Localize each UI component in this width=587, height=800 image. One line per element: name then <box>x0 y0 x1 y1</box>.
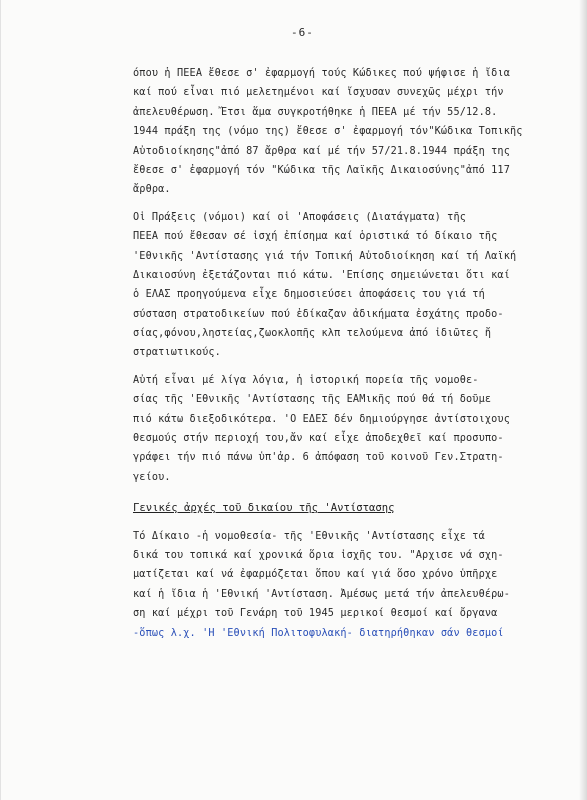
text-line: στρατιωτικούς. <box>133 347 221 359</box>
text-line: ὁ ΕΛΑΣ προηγούμενα εἶχε δημοσιεύσει ἀποφάσεις του γιά τή <box>133 289 485 301</box>
text-line: όπου ἡ ΠΕΕΑ ἔθεσε σ' ἐφαρμογή τούς Κώδικες πού ψήφισε ἡ ἴδια <box>133 68 511 79</box>
text-line: δικά του τοπικά καί χρονικά ὅρια ἰσχῆς του. "Αρχισε νά σχη- <box>133 549 504 561</box>
page-edge-shadow <box>579 0 587 800</box>
text-line: ΠΕΕΑ πού ἔθεσαν σέ ἰσχή ἐπίσημα καί ὁριστικά τό δίκαιο τῆς <box>133 231 498 243</box>
text-line: Αὐτοδιοίκησης"ἀπό 87 ἄρθρα καί μέ τήν 57/21.8.1944 πράξη της <box>133 145 511 157</box>
document-body <box>133 64 573 643</box>
text-line: σίας τῆς 'Εθνικῆς 'Αντίστασης τῆς ΕΑΜικῆς πού θά τή δοῦμε <box>133 394 492 406</box>
text-line: πιό κάτω διεξοδικότερα. 'Ο ΕΔΕΣ δέν δημιούργησε ἀντίστοιχους <box>133 413 511 425</box>
text-line: -ὅπως λ.χ. 'Η 'Εθνική Πολιτοφυλακή- διατηρήθηκαν σάν θεσμοί <box>133 627 504 639</box>
paragraph-3 <box>133 371 573 487</box>
text-line: γράφει τήν πιό πάνω ὑπ'ἀρ. 6 ἀπόφαση τοῦ κοινοῦ Γεν.Στρατη- <box>133 452 504 464</box>
text-line: ἔθεσε σ' ἐφαρμογή τόν "Κώδικα τῆς Λαϊκῆς Δικαιοσύνης"ἀπό 117 <box>133 164 511 176</box>
text-line: θεσμούς στήν περιοχή του,ἄν καί εἶχε ἀποδεχθεῖ καί προσυπο- <box>133 433 504 445</box>
text-line: ἄρθρα. <box>133 184 171 196</box>
paragraph-2 <box>133 208 573 363</box>
text-line: σύσταση στρατοδικείων πού ἐδίκαζαν ἀδικήματα ἐσχάτης προδο- <box>133 308 504 320</box>
text-line: ματίζεται καί νά ἐφαρμόζεται ὅπου καί γιά ὅσο χρόνο ὑπῆρχε <box>133 569 498 581</box>
paragraph-spacer <box>133 519 573 527</box>
text-line: Οἱ Πράξεις (νόμοι) καί οἱ 'Αποφάσεις (Διατάγματα) τῆς <box>133 211 467 223</box>
text-line: καί ἡ ἴδια ἡ 'Εθνική 'Αντίσταση. Ἀμέσως μετά τήν ἀπελευθέρω- <box>133 588 511 600</box>
text-line: σίας,φόνου,ληστείας,ζωοκλοπῆς κλπ τελούμενα ἀπό ἰδιῶτες ἤ <box>133 328 492 340</box>
paragraph-spacer <box>133 363 573 371</box>
text-line: Τό Δίκαιο -ἡ νομοθεσία- τῆς 'Εθνικῆς 'Αντίστασης εἶχε τά <box>133 530 485 542</box>
text-line: ἀπελευθέρωση. Ἔτσι ἅμα συγκροτήθηκε ἡ ΠΕΕΑ μέ τήν 55/12.8. <box>133 106 498 118</box>
text-line: γείου. <box>133 471 171 483</box>
section-heading: Γενικές ἀρχές τοῦ δικαίου τῆς 'Αντίστασης <box>133 502 395 515</box>
paragraph-1 <box>133 64 573 200</box>
text-line: 1944 πράξη της (νόμο της) ἔθεσε σ' ἐφαρμογή τόν"Κώδικα Τοπικῆς <box>133 126 523 138</box>
text-line: 'Εθνικῆς 'Αντίστασης γιά τήν Τοπική Αὐτοδιοίκηση καί τή Λαϊκή <box>133 250 517 262</box>
heading-spacer <box>133 487 573 499</box>
text-line: Δικαιοσύνη ἐξετάζονται πιό κάτω. 'Επίσης σημειώνεται ὅτι καί <box>133 269 511 281</box>
page-number: -6- <box>291 26 314 39</box>
paragraph-4 <box>133 527 573 643</box>
text-line: καί πού εἶναι πιό μελετημένοι καί ἴσχυσαν συνεχῶς μέχρι τήν <box>133 87 504 99</box>
text-line: ση καί μέχρι τοῦ Γενάρη τοῦ 1945 μερικοί θεσμοί καί ὄργανα <box>133 608 498 620</box>
paragraph-spacer <box>133 200 573 208</box>
text-line: Αὐτή εἶναι μέ λίγα λόγια, ἡ ἱστορική πορεία τῆς νομοθε- <box>133 374 479 386</box>
